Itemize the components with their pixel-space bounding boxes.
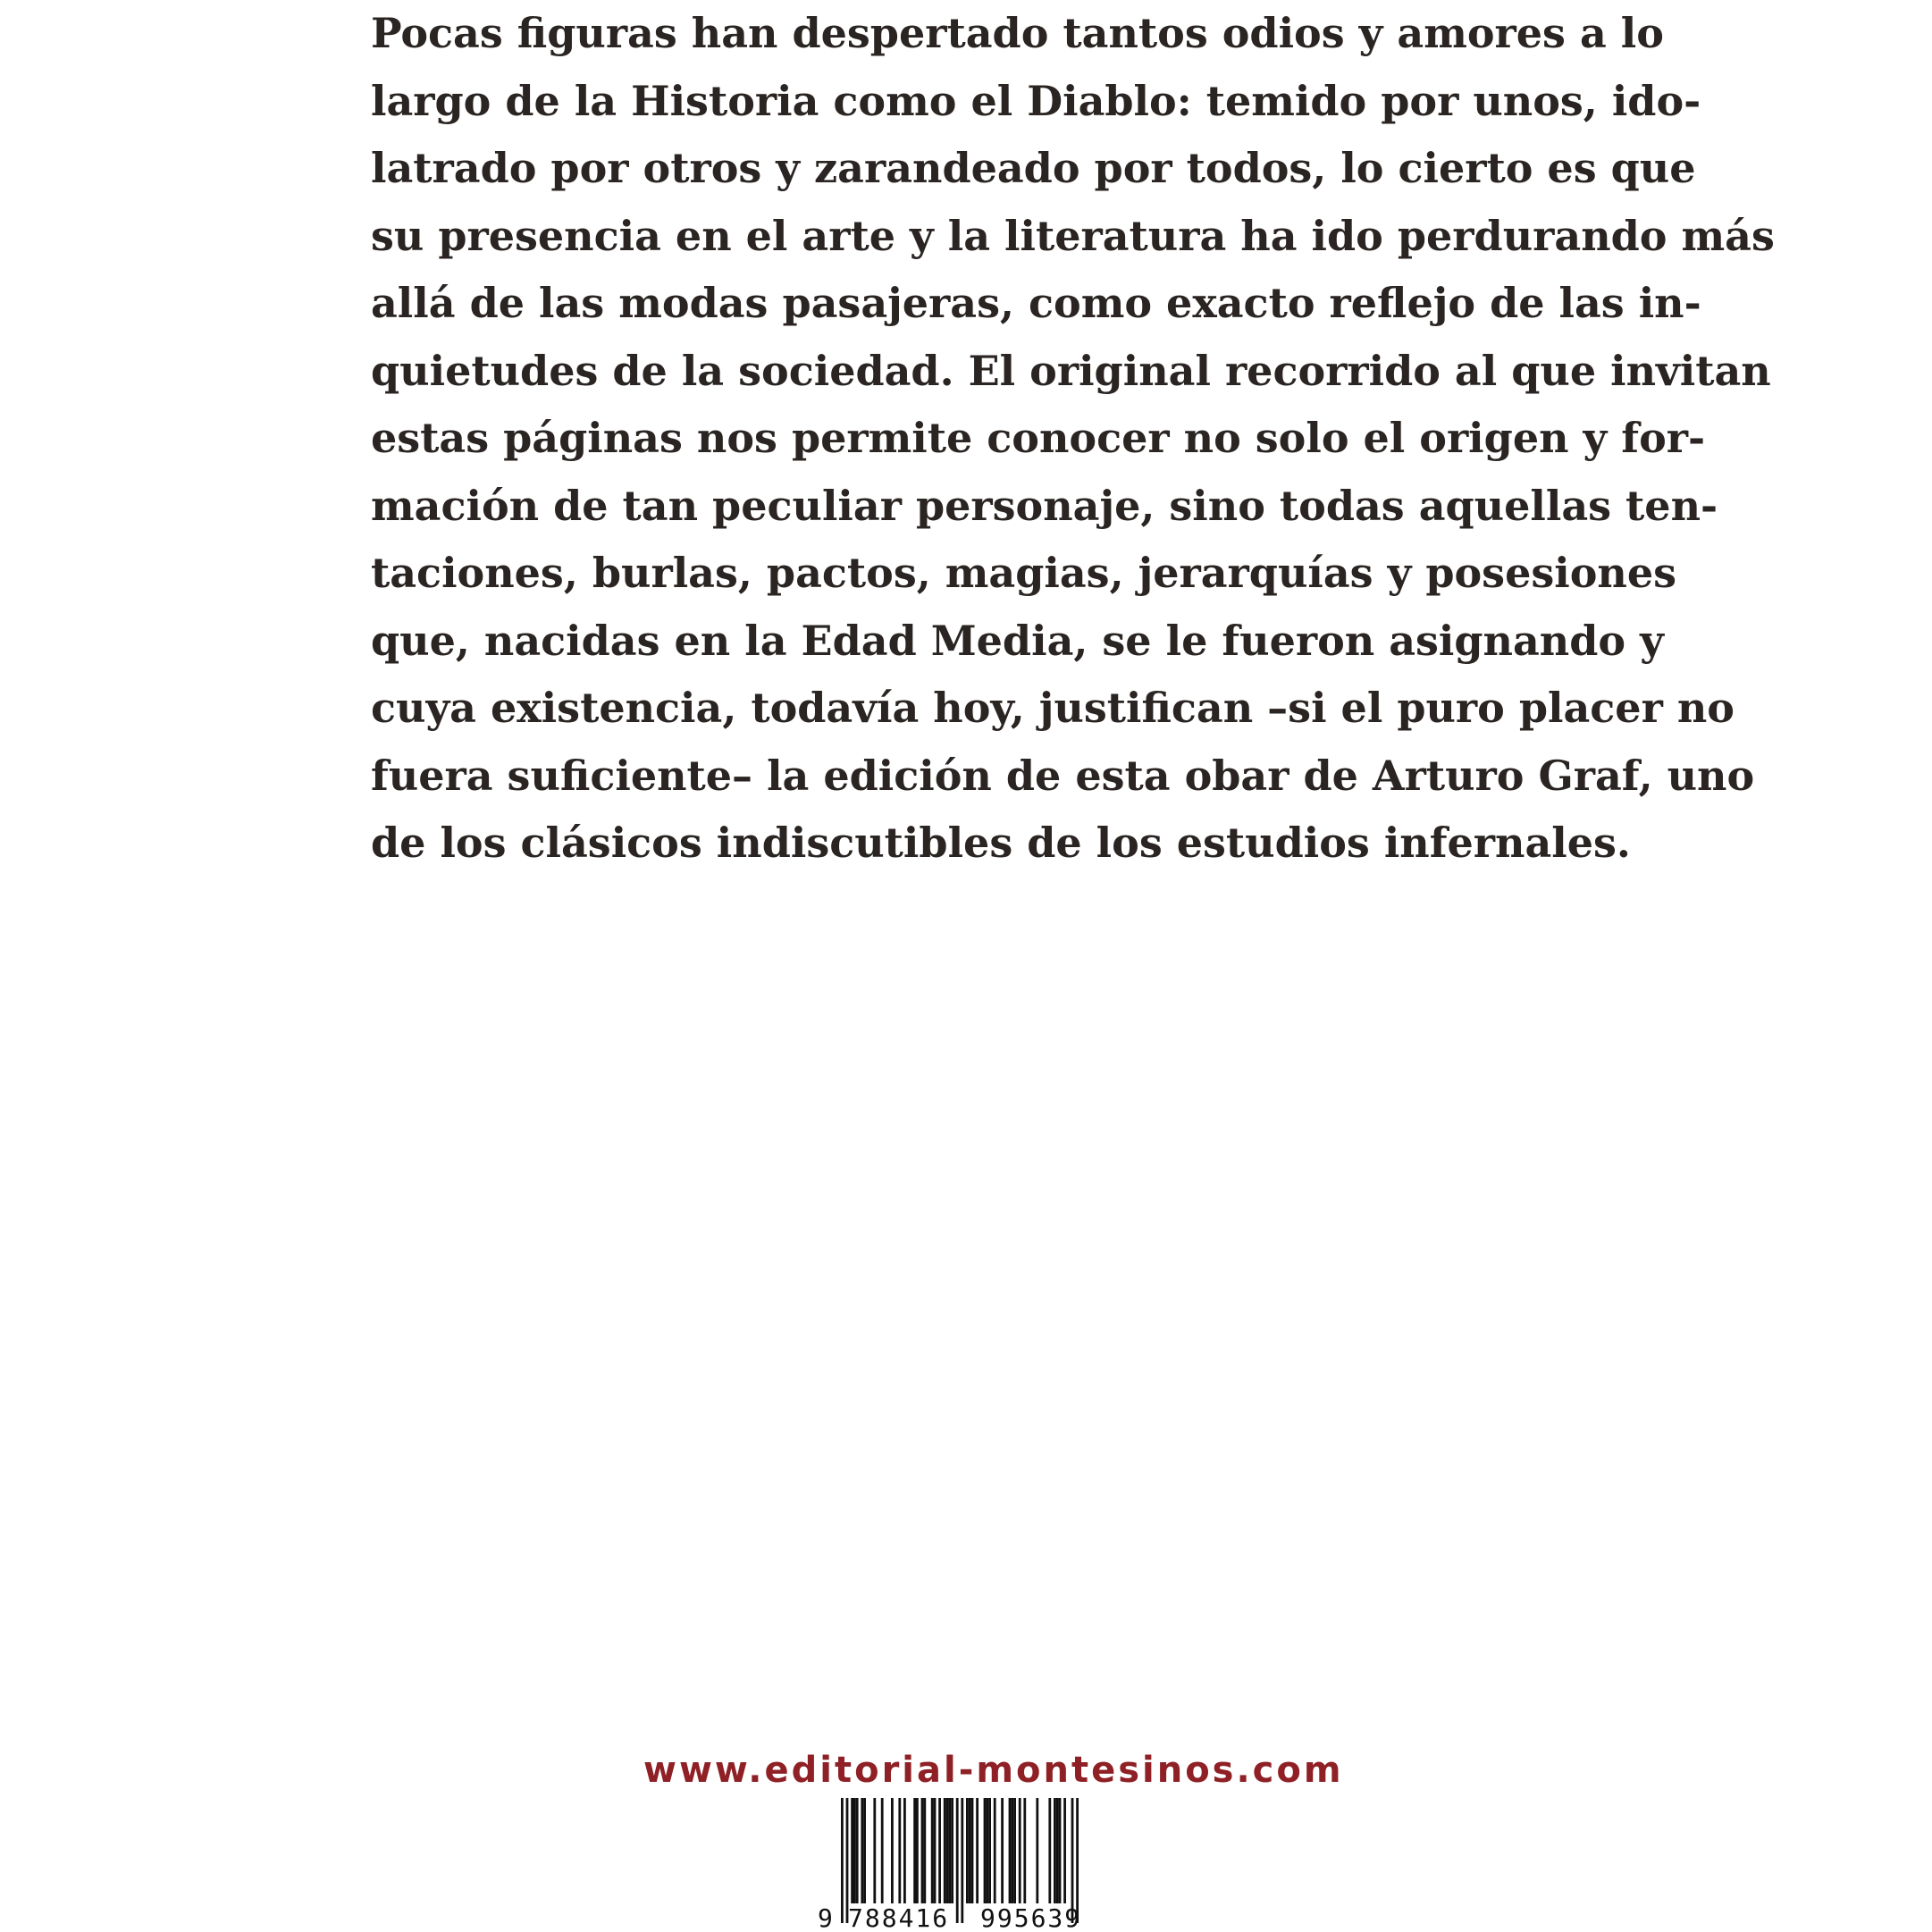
- barcode-bar: [1023, 1798, 1026, 1903]
- barcode-bar: [934, 1798, 937, 1903]
- barcode-bar: [1056, 1798, 1059, 1903]
- barcode-bar: [1036, 1798, 1038, 1903]
- barcode-bar: [913, 1798, 916, 1903]
- blurb-line: mación de tan peculiar personaje, sino todas aquellas ten-: [371, 481, 1718, 530]
- barcode-bar: [921, 1798, 924, 1903]
- barcode-bar: [873, 1798, 876, 1903]
- barcode-bar: [938, 1798, 941, 1903]
- barcode-bar: [1019, 1798, 1021, 1903]
- barcode-bar: [898, 1798, 901, 1903]
- blurb-line: cuya existencia, todavía hoy, justifican –si el puro placer no: [371, 684, 1735, 732]
- barcode-bar: [1009, 1798, 1012, 1903]
- barcode-bar: [863, 1798, 866, 1903]
- blurb-line: su presencia en el arte y la literatura ha ido perdurando más: [371, 211, 1775, 260]
- barcode-bar: [851, 1798, 853, 1903]
- isbn-group-right: 995639: [980, 1903, 1082, 1932]
- barcode-bar: [1001, 1798, 1004, 1903]
- isbn-group-left: 788416: [848, 1903, 950, 1932]
- isbn-lead-digit: 9: [818, 1903, 833, 1932]
- blurb-line: taciones, burlas, pactos, magias, jerarquías y posesiones: [371, 549, 1676, 597]
- barcode-bar: [856, 1798, 859, 1903]
- blurb-line: largo de la Historia como el Diablo: temido por unos, ido-: [371, 76, 1701, 125]
- barcode-bar: [971, 1798, 974, 1903]
- blurb-line: Pocas figuras han despertado tantos odios y amores a lo: [371, 9, 1664, 57]
- barcode-bar: [903, 1798, 906, 1903]
- barcode-bar: [1063, 1798, 1066, 1903]
- barcode-bar: [1059, 1798, 1062, 1903]
- barcode-bar: [891, 1798, 894, 1903]
- barcode-bar: [916, 1798, 919, 1903]
- barcode-bar: [1013, 1798, 1016, 1903]
- barcode-bar: [966, 1798, 969, 1903]
- blurb-line: fuera suficiente– la edición de esta obar de Arturo Graf, uno: [371, 751, 1755, 800]
- barcode-bar: [988, 1798, 991, 1903]
- barcode-bar: [923, 1798, 926, 1903]
- barcode-bar: [944, 1798, 946, 1903]
- blurb-line: que, nacidas en la Edad Media, se le fueron asignando y: [371, 616, 1664, 665]
- barcode-bar: [969, 1798, 971, 1903]
- barcode-bar: [861, 1798, 863, 1903]
- barcode-bar: [976, 1798, 979, 1903]
- blurb-line: de los clásicos indiscutibles de los estudios infernales.: [371, 819, 1631, 867]
- barcode-bar: [946, 1798, 949, 1903]
- isbn-digits: [818, 1903, 1113, 1932]
- barcode-bar: [931, 1798, 934, 1903]
- blurb-line: estas páginas nos permite conocer no solo el origen y for-: [371, 414, 1706, 462]
- barcode-bar: [951, 1798, 953, 1903]
- barcode-bar: [853, 1798, 856, 1903]
- publisher-website: www.editorial-montesinos.com: [643, 1750, 1344, 1791]
- isbn-barcode: [818, 1798, 1113, 1932]
- barcode-bar: [1011, 1798, 1013, 1903]
- barcode-bar: [948, 1798, 951, 1903]
- blurb-line: allá de las modas pasajeras, como exacto reflejo de las in-: [371, 279, 1701, 327]
- barcode-bar: [1054, 1798, 1056, 1903]
- blurb-paragraph: [371, 0, 1775, 878]
- barcode-bar: [984, 1798, 987, 1903]
- barcode-bar: [994, 1798, 996, 1903]
- blurb-line: quietudes de la sociedad. El original recorrido al que invitan: [371, 346, 1771, 395]
- barcode-bar: [1048, 1798, 1051, 1903]
- blurb-line: latrado por otros y zarandeado por todos, lo cierto es que: [371, 144, 1696, 192]
- barcode-bar: [881, 1798, 884, 1903]
- barcode-bar: [986, 1798, 988, 1903]
